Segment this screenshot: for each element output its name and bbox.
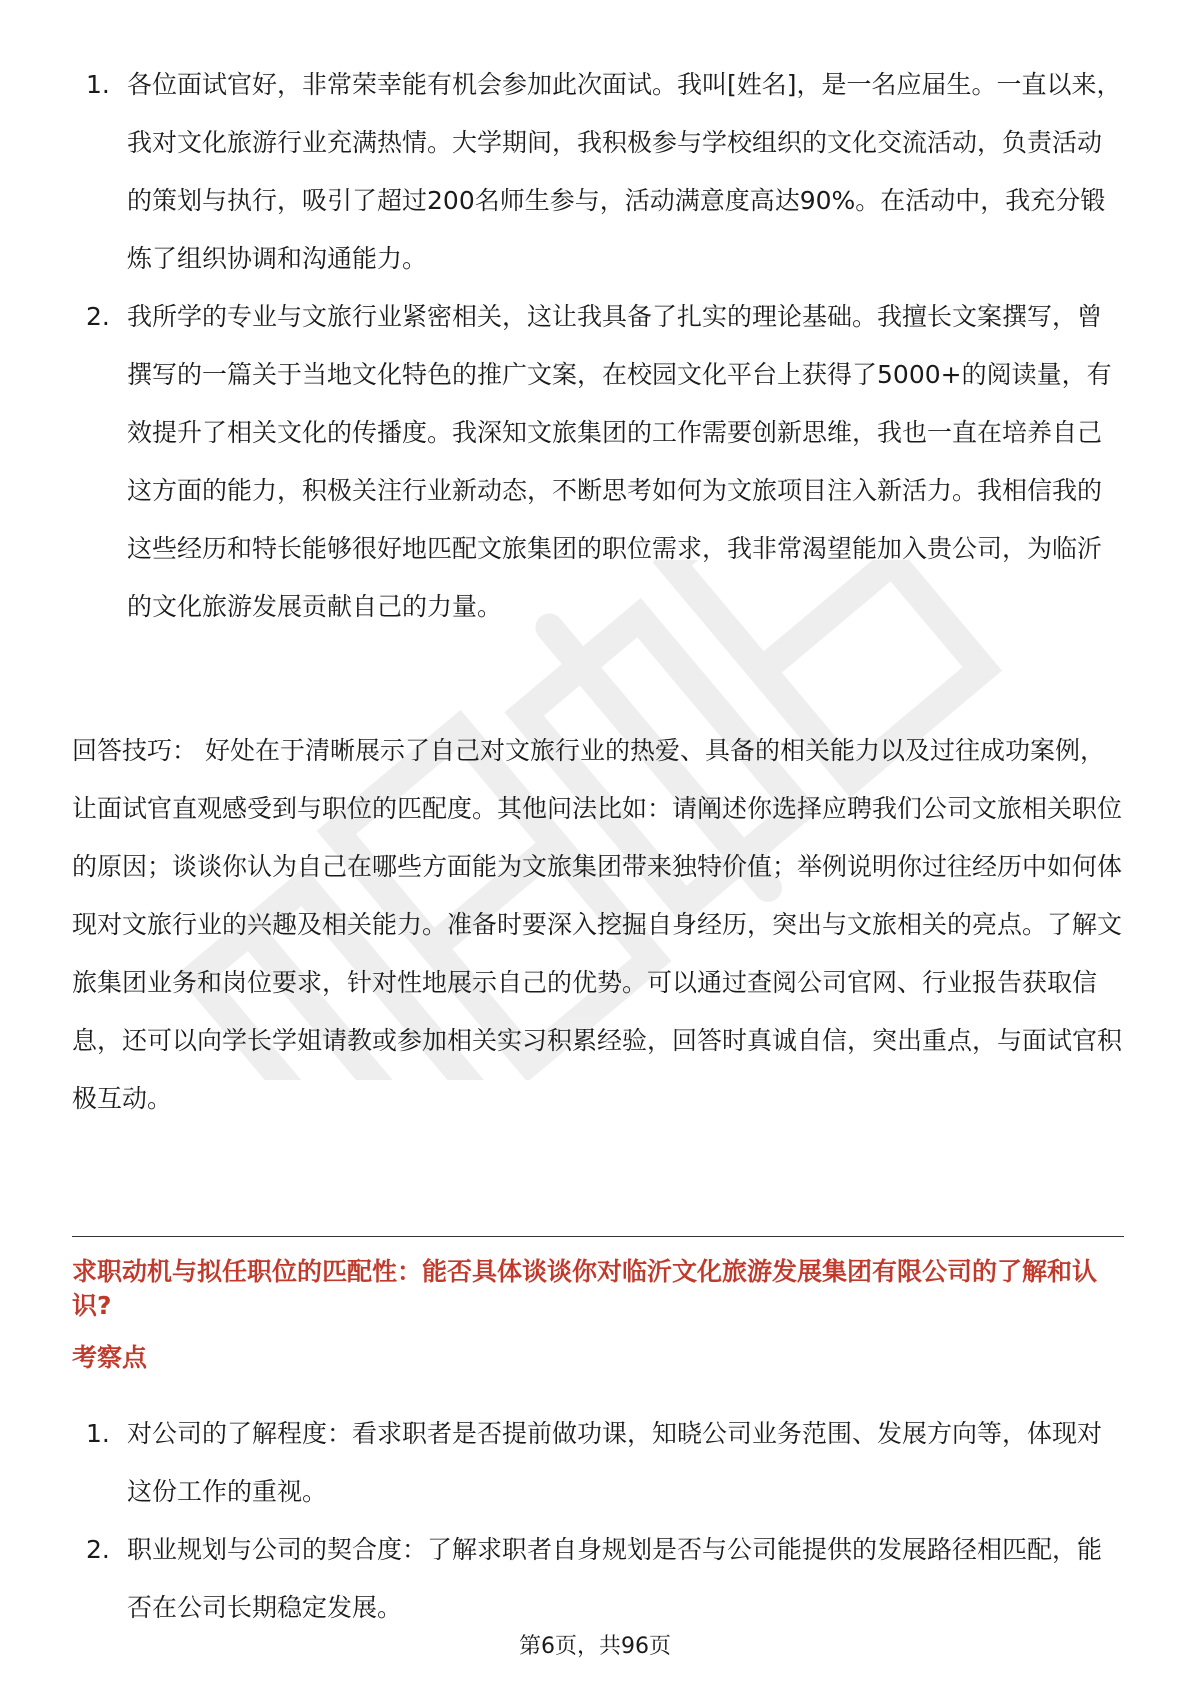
list-item-text: 对公司的了解程度：看求职者是否提前做功课，知晓公司业务范围、发展方向等，体现对这份工作的重视。 xyxy=(127,1419,1103,1506)
section-divider xyxy=(72,1236,1124,1237)
assessment-points-heading: 考察点 xyxy=(72,1343,148,1372)
answer-list xyxy=(72,56,1122,636)
list-item xyxy=(72,1405,1122,1521)
list-item xyxy=(72,1521,1122,1637)
page-indicator: 第6页，共96页 xyxy=(519,1634,671,1659)
list-item-text: 职业规划与公司的契合度：了解求职者自身规划是否与公司能提供的发展路径相匹配，能否在公司长期稳定发展。 xyxy=(127,1535,1103,1622)
question-title: 求职动机与拟任职位的匹配性：能否具体谈谈你对临沂文化旅游发展集团有限公司的了解和认识? xyxy=(72,1257,1098,1320)
list-item xyxy=(72,288,1122,636)
assessment-points-list xyxy=(72,1405,1122,1637)
list-item-text: 我所学的专业与文旅行业紧密相关，这让我具备了扎实的理论基础。我擅长文案撰写，曾撰写的一篇关于当地文化特色的推广文案，在校园文化平台上获得了5000+的阅读量，有效提升了相关文化的传播度。我深知文旅集团的工作需要创新思维，我也一直在培养自己这方面的能力，积极关注行业新动态，不断思考如何为文旅项目注入新活力。我相信我的这些经历和特长能够很好地匹配文旅集团的职位需求，我非常渴望能加入贵公司，为临沂的文化旅游发展贡献自己的力量。 xyxy=(127,302,1112,621)
list-item-number: 1. xyxy=(86,70,110,99)
list-item-number: 2. xyxy=(86,302,110,331)
list-item-text: 各位面试官好，非常荣幸能有机会参加此次面试。我叫[姓名]，是一名应届生。一直以来，我对文化旅游行业充满热情。大学期间，我积极参与学校组织的文化交流活动，负责活动的策划与执行，吸引了超过200名师生参与，活动满意度高达90%。在活动中，我充分锻炼了组织协调和沟通能力。 xyxy=(127,70,1122,273)
list-item xyxy=(72,56,1122,288)
list-item-number: 2. xyxy=(86,1535,110,1564)
answer-tips-paragraph: 回答技巧： 好处在于清晰展示了自己对文旅行业的热爱、具备的相关能力以及过往成功案例，让面试官直观感受到与职位的匹配度。其他问法比如：请阐述你选择应聘我们公司文旅相关职位的原因；谈谈你认为自己在哪些方面能为文旅集团带来独特价值；举例说明你过往经历中如何体现对文旅行业的兴趣及相关能力。准备时要深入挖掘自身经历，突出与文旅相关的亮点。了解文旅集团业务和岗位要求，针对性地展示自己的优势。可以通过查阅公司官网、行业报告获取信息，还可以向学长学姐请教或参加相关实习积累经验，回答时真诚自信，突出重点，与面试官积极互动。 xyxy=(72,736,1123,1113)
list-item-number: 1. xyxy=(86,1419,110,1448)
